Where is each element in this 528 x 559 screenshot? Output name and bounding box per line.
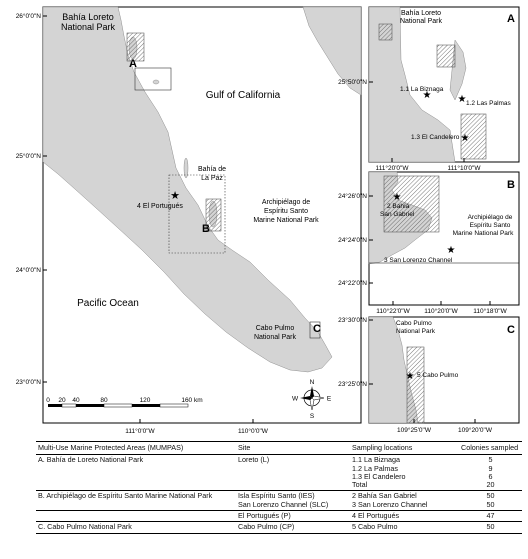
inset-a-hatch-2: [437, 45, 455, 67]
cell-area: [36, 511, 236, 522]
inset-b-star-1: ★: [392, 192, 402, 203]
inset-b-star-2: ★: [446, 245, 456, 256]
scale-80: 80: [100, 397, 108, 404]
cell-site: El Portugués (P): [238, 511, 291, 521]
col-item: 9: [488, 463, 493, 473]
label-pacific: Pacific Ocean: [77, 298, 139, 309]
loc-item: Total: [352, 480, 368, 490]
loc-item: 1.1 La Biznaga: [352, 455, 400, 465]
lat-tick-24: 24°0'0"N: [15, 267, 41, 274]
inset-a-site-2: 1.2 Las Palmas: [466, 100, 511, 107]
compass-n: N: [309, 379, 315, 386]
cell-colonies: [459, 491, 522, 511]
cell-locations: [350, 491, 459, 511]
label-espiritu-2: Espíritu Santo: [264, 208, 308, 215]
scale-40: 40: [72, 397, 80, 404]
col-item: 20: [486, 480, 495, 490]
label-espiritu-3: Marine National Park: [253, 217, 319, 224]
inset-a-star-3: ★: [460, 133, 470, 144]
inset-b-letter: B: [507, 179, 515, 191]
loc-item: 3 San Lorenzo Channel: [352, 499, 428, 509]
inset-c-title-1: Cabo Pulmo: [396, 320, 432, 327]
main-lat-ticks: [16, 12, 47, 386]
cell-locations: 5 Cabo Pulmo: [352, 522, 398, 532]
inset-c-lon-2: 109°20'0"W: [458, 427, 492, 434]
cell-colonies: [459, 455, 522, 491]
inset-b-lon-1: 110°22'0"W: [376, 308, 410, 315]
table-row: [36, 455, 522, 491]
col-item: 50: [486, 499, 495, 509]
lon-tick-110: 110°0'0"W: [238, 428, 268, 435]
cell-area: B. Archipiélago de Espíritu Santo Marine National Park: [38, 491, 213, 501]
cell-area: C. Cabo Pulmo National Park: [38, 522, 132, 532]
isla-danzante: [153, 80, 159, 84]
col-item: 50: [486, 491, 495, 501]
th-colonies: Colonies sampled: [461, 443, 519, 452]
inset-c-site: 5 Cabo Pulmo: [417, 372, 459, 379]
inset-b-site-1b: San Gabriel: [380, 211, 415, 218]
cell-site: [236, 491, 350, 511]
th-site: Site: [238, 443, 251, 452]
label-el-portugues: 4 El Portugués: [137, 203, 183, 210]
label-inset-a: A: [129, 58, 137, 70]
inset-b-lon-3: 110°18'0"W: [473, 308, 507, 315]
scale-20: 20: [58, 397, 66, 404]
lat-tick-26: 26°0'0"N: [15, 13, 41, 20]
inset-c-lat-1: 23°30'0"N: [338, 317, 367, 324]
inset-c: [338, 316, 519, 434]
inset-a-site-1: 1.1 La Biznaga: [400, 86, 444, 93]
site-item: Isla Espíritu Santo (IES): [238, 491, 315, 501]
inset-b-site-2: 3 San Lorenzo Channel: [384, 257, 453, 264]
inset-c-letter: C: [507, 324, 515, 336]
loc-item: 1.2 La Palmas: [352, 463, 398, 473]
inset-b-lat-3: 24°22'0"N: [338, 280, 367, 287]
inset-a-letter: A: [507, 13, 515, 25]
table-row: [36, 511, 522, 522]
label-bahia-paz-1: Bahía de: [197, 166, 227, 173]
inset-a-title-1: Bahía Loreto: [400, 10, 442, 17]
inset-a-hatch-1: [379, 24, 392, 40]
label-cabo-1: Cabo Pulmo: [255, 325, 295, 332]
inset-a-lon-2: 111°10'0"W: [447, 165, 481, 172]
inset-a-lon-1: 111°20'0"W: [375, 165, 409, 172]
star-el-portugues: ★: [170, 190, 180, 202]
cell-site: Loreto (L): [238, 455, 270, 465]
inset-a-star-1: ★: [422, 90, 432, 101]
label-gulf: Gulf of California: [205, 90, 281, 101]
lon-tick-111: 111°0'0"W: [125, 428, 155, 435]
inset-a-site-3: 1.3 El Candelero: [411, 134, 460, 141]
cell-locations: [350, 455, 459, 491]
compass-w: W: [291, 395, 299, 403]
label-loreto-1: Bahía Loreto: [62, 12, 114, 22]
compass-s: S: [309, 413, 315, 420]
col-item: 5: [488, 455, 493, 465]
inset-a-title-2: National Park: [399, 18, 443, 25]
inset-a-lat: 25°50'0"N: [338, 79, 367, 86]
label-espiritu-1: Archipiélago de: [261, 199, 311, 206]
table-row: [36, 522, 522, 533]
inset-a: [338, 7, 519, 172]
cell-colonies: 47: [486, 511, 495, 521]
label-inset-c: C: [313, 323, 321, 335]
inset-b-park-2: Espíritu Santo: [469, 222, 511, 229]
cell-colonies: 50: [486, 522, 495, 532]
inset-c-lon-1: 109°25'0"W: [397, 427, 431, 434]
loc-item: 1.3 El Candelero: [352, 471, 406, 481]
inset-b: [338, 172, 519, 315]
cell-area: A. Bahía de Loreto National Park: [38, 455, 144, 465]
scale-0: 0: [46, 397, 50, 404]
inset-b-park-3: Marine National Park: [452, 230, 514, 237]
label-cabo-2: National Park: [253, 334, 297, 341]
loc-item: 2 Bahía San Gabriel: [352, 491, 417, 501]
label-inset-b: B: [202, 223, 210, 235]
inset-b-site-1a: 2 Bahía: [387, 203, 410, 210]
th-area: Multi-Use Marine Protected Areas (MUMPAS): [38, 443, 184, 452]
label-loreto-2: National Park: [60, 22, 116, 32]
inset-b-lat-1: 24°26'0"N: [338, 193, 367, 200]
scale-160: 160 km: [181, 397, 203, 404]
inset-c-title-2: National Park: [396, 328, 436, 335]
lat-tick-25: 25°0'0"N: [15, 153, 41, 160]
table-row: [36, 491, 522, 511]
col-item: 6: [488, 471, 493, 481]
lat-tick-23: 23°0'0"N: [15, 379, 41, 386]
inset-b-park-1: Archipiélago de: [467, 214, 513, 221]
sampling-table: [36, 441, 522, 534]
site-item: San Lorenzo Channel (SLC): [238, 499, 329, 509]
loreto-park-area: [127, 33, 144, 61]
scale-120: 120: [139, 397, 151, 404]
table-header-row: [36, 442, 522, 455]
inset-b-lat-2: 24°24'0"N: [338, 237, 367, 244]
inset-b-lon-2: 110°20'0"W: [424, 308, 458, 315]
inset-c-lat-2: 23°25'0"N: [338, 381, 367, 388]
cell-locations: 4 El Portugués: [352, 511, 400, 521]
compass-e: E: [326, 395, 332, 403]
inset-c-star: ★: [405, 371, 415, 382]
inset-c-hatch: [407, 347, 424, 423]
cell-site: Cabo Pulmo (CP): [238, 522, 295, 532]
label-bahia-paz-2: La Paz: [201, 175, 223, 182]
th-locations: Sampling locations: [352, 443, 413, 452]
inset-a-star-2: ★: [457, 94, 467, 105]
